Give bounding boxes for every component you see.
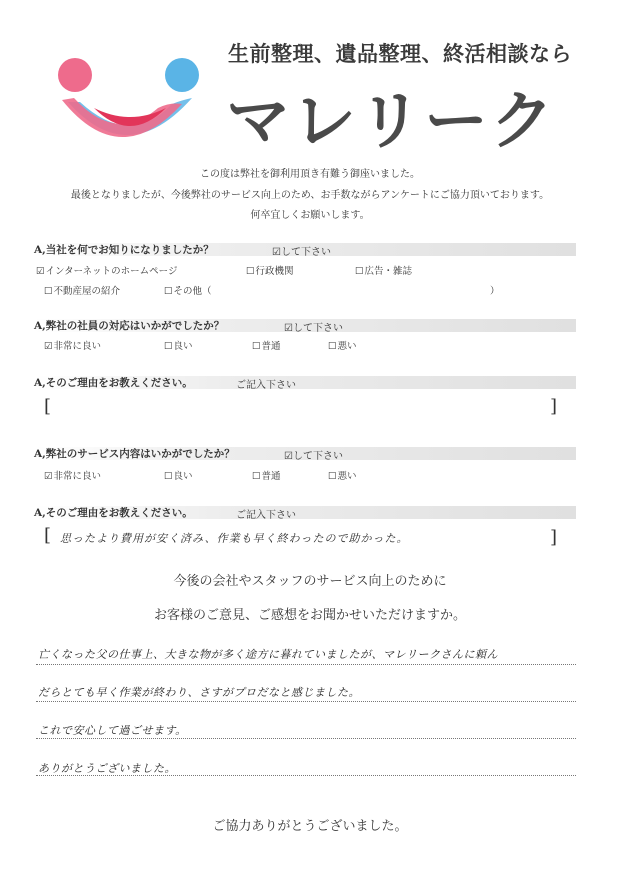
q1-question: A,当社を何でお知りになりましたか？ (34, 244, 214, 256)
q1-option-ads[interactable]: ☐ 広告・雑誌 (355, 263, 412, 277)
logo-blue-circle (165, 58, 199, 92)
q3-hint: ご記入下さい (236, 380, 296, 391)
feedback-rule-1 (36, 664, 576, 665)
q2-option-very-good[interactable]: ☑ 非常に良い (44, 338, 101, 352)
q3-question: A,そのご理由をお教えください。 (34, 377, 193, 389)
q4-option-average[interactable]: ☐ 普通 (252, 468, 281, 482)
q1-option-realestate[interactable]: ☐ 不動産屋の紹介 (44, 283, 120, 297)
q2-option-good[interactable]: ☐ 良い (164, 338, 193, 352)
feedback-line-2[interactable]: だらとても早く作業が終わり、さすがプロだなと感じました。 (38, 686, 360, 699)
intro-line-3: 何卒宜しくお願いします。 (250, 210, 370, 221)
intro-line-2: 最後となりましたが、今後弊社のサービス向上のため、お手数ながらアンケートにご協力頂いております。 (70, 190, 550, 201)
logo-pink-circle (58, 58, 92, 92)
feedback-rule-3 (36, 738, 576, 739)
q5-answer[interactable]: 思ったより費用が安く済み、作業も早く終わったので助かった。 (60, 532, 409, 545)
q4-question: A,弊社のサービス内容はいかがでしたか？ (34, 448, 235, 460)
q5-bracket-close: ] (550, 527, 558, 548)
feedback-prompt-1: 今後の会社やスタッフのサービス向上のために (173, 574, 447, 589)
q5-question: A,そのご理由をお教えください。 (34, 507, 193, 519)
q1-option-internet[interactable]: ☑ インターネットのホームページ (36, 263, 178, 277)
q4-option-very-good[interactable]: ☑ 非常に良い (44, 468, 101, 482)
q2-hint: ☑して下さい (284, 323, 343, 334)
q3-bracket-close: ] (550, 396, 558, 417)
q2-option-bad[interactable]: ☐ 悪い (328, 338, 357, 352)
feedback-line-1[interactable]: 亡くなった父の仕事上、大きな物が多く途方に暮れていましたが、マレリークさんに頼ん (38, 648, 498, 661)
q1-option-government[interactable]: ☐ 行政機関 (246, 263, 294, 277)
q3-bracket-open: [ (44, 396, 52, 417)
feedback-prompt-2: お客様のご意見、ご感想をお聞かせいただけますか。 (153, 608, 466, 623)
footer-thanks: ご協力ありがとうございました。 (212, 819, 408, 834)
q4-hint: ☑して下さい (284, 451, 343, 462)
q5-hint: ご記入下さい (236, 510, 296, 521)
q2-option-average[interactable]: ☐ 普通 (252, 338, 281, 352)
q5-bracket-open: [ (44, 525, 52, 546)
intro-line-1: この度は弊社を御利用頂き有難う御座いました。 (200, 169, 420, 180)
q4-option-good[interactable]: ☐ 良い (164, 468, 193, 482)
q4-option-bad[interactable]: ☐ 悪い (328, 468, 357, 482)
feedback-rule-4 (36, 775, 576, 776)
q1-option-other[interactable]: ☐ その他（ (164, 283, 212, 297)
feedback-line-4[interactable]: ありがとうございました。 (38, 762, 176, 775)
feedback-line-3[interactable]: これで安心して過ごせます。 (38, 724, 187, 737)
brand-name: マレリーク (226, 85, 556, 159)
marerique-logo (50, 52, 210, 152)
feedback-rule-2 (36, 701, 576, 702)
q1-other-close: ） (490, 286, 500, 297)
q2-question: A,弊社の社員の対応はいかがでしたか？ (34, 320, 225, 332)
q1-hint: ☑して下さい (272, 247, 331, 258)
tagline: 生前整理、遺品整理、終活相談なら (228, 42, 572, 66)
